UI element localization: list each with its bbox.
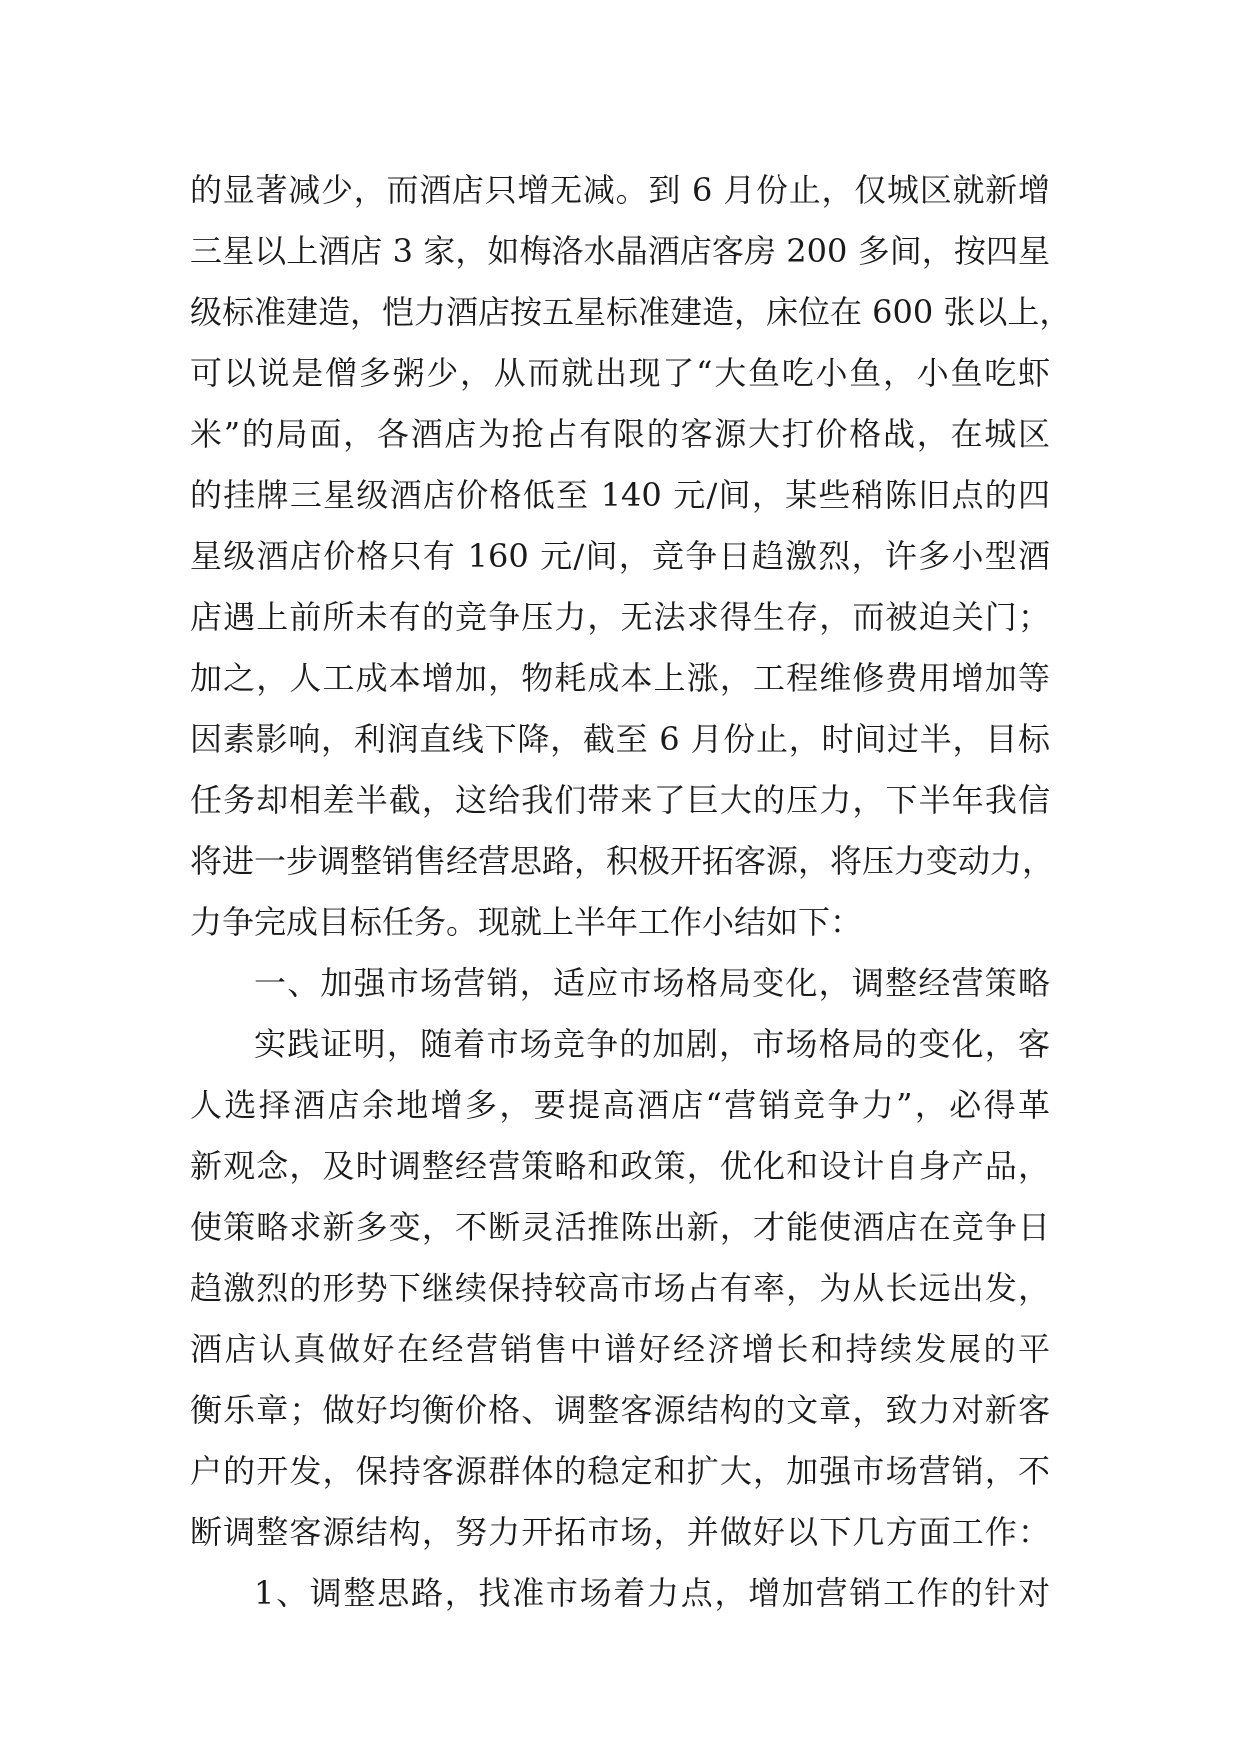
text-line: 三星以上酒店 3 家，如梅洛水晶酒店客房 200 多间，按四星 bbox=[190, 232, 1050, 270]
text-line: 的显著减少，而酒店只增无减。到 6 月份止，仅城区就新增 bbox=[190, 171, 1050, 209]
text-line: 一、加强市场营销，适应市场格局变化，调整经营策略 bbox=[254, 964, 1050, 1002]
text-line: 将进一步调整销售经营思路，积极开拓客源，将压力变动力， bbox=[190, 842, 1055, 880]
text-line: 新观念，及时调整经营策略和政策，优化和设计自身产品， bbox=[190, 1147, 1050, 1185]
text-line: 使策略求新多变，不断灵活推陈出新，才能使酒店在竞争日 bbox=[190, 1208, 1050, 1246]
text-line: 任务却相差半截，这给我们带来了巨大的压力，下半年我信 bbox=[190, 781, 1050, 819]
text-line: 人选择酒店余地增多，要提高酒店“营销竞争力”，必得革 bbox=[190, 1086, 1050, 1124]
text-line: 实践证明，随着市场竞争的加剧，市场格局的变化，客 bbox=[254, 1025, 1050, 1063]
text-line: 力争完成目标任务。现就上半年工作小结如下： bbox=[190, 903, 863, 941]
text-line: 级标准建造，恺力酒店按五星标准建造，床位在 600 张以上， bbox=[190, 293, 1072, 331]
text-line: 衡乐章；做好均衡价格、调整客源结构的文章，致力对新客 bbox=[190, 1391, 1050, 1429]
text-line: 断调整客源结构，努力开拓市场，并做好以下几方面工作： bbox=[190, 1513, 1050, 1551]
text-line: 因素影响，利润直线下降，截至 6 月份止，时间过半，目标 bbox=[190, 720, 1050, 758]
text-line: 米”的局面，各酒店为抢占有限的客源大打价格战，在城区 bbox=[190, 415, 1050, 453]
text-line: 户的开发，保持客源群体的稳定和扩大，加强市场营销，不 bbox=[190, 1452, 1050, 1490]
text-line: 趋激烈的形势下继续保持较高市场占有率，为从长远出发， bbox=[190, 1269, 1050, 1307]
text-line: 酒店认真做好在经营销售中谱好经济增长和持续发展的平 bbox=[190, 1330, 1050, 1368]
text-line: 的挂牌三星级酒店价格低至 140 元/间，某些稍陈旧点的四 bbox=[190, 476, 1050, 514]
text-line: 星级酒店价格只有 160 元/间，竞争日趋激烈，许多小型酒 bbox=[190, 537, 1050, 575]
text-line: 1、调整思路，找准市场着力点，增加营销工作的针对 bbox=[254, 1574, 1050, 1612]
body-text bbox=[190, 160, 1072, 1624]
text-line: 店遇上前所未有的竞争压力，无法求得生存，而被迫关门； bbox=[190, 598, 1050, 636]
text-line: 加之，人工成本增加，物耗成本上涨，工程维修费用增加等 bbox=[190, 659, 1050, 697]
text-line: 可以说是僧多粥少，从而就出现了“大鱼吃小鱼，小鱼吃虾 bbox=[190, 354, 1050, 392]
